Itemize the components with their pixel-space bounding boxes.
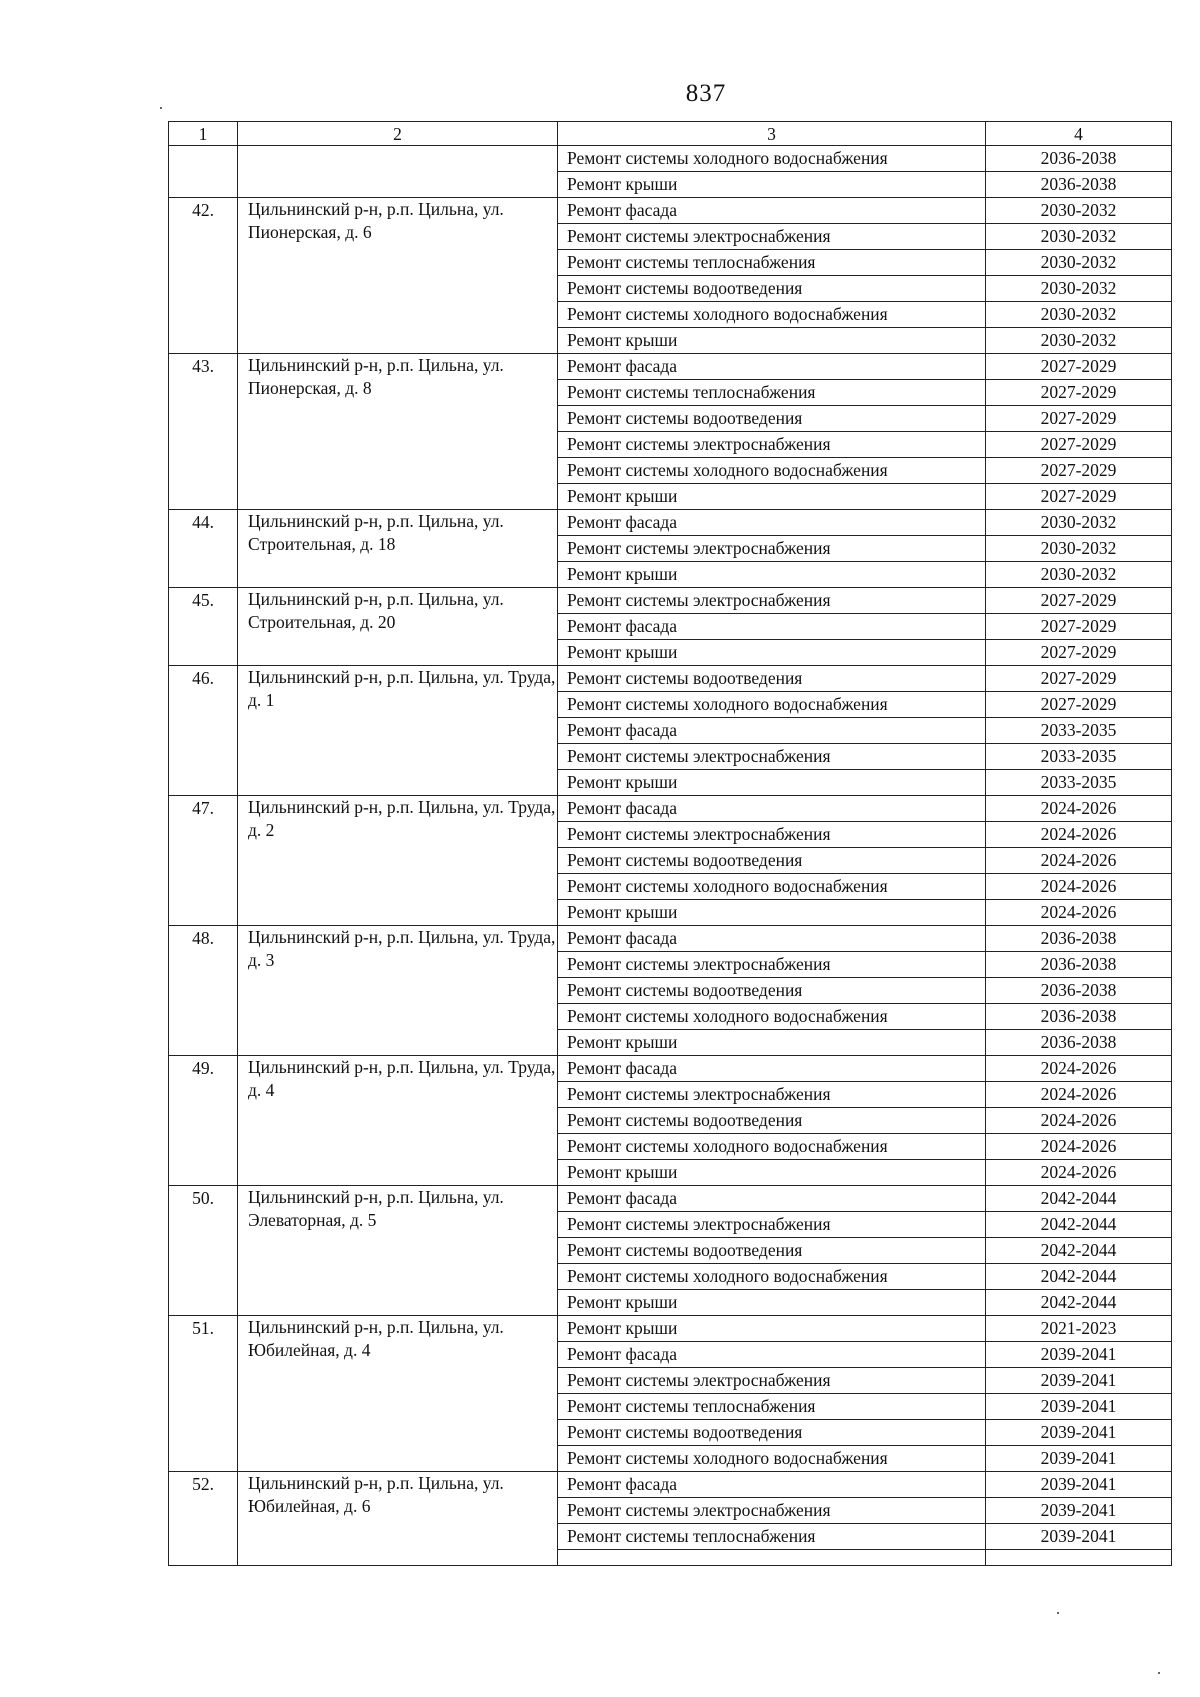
table-row xyxy=(169,198,1172,224)
address-cell: Цильнинский р-н, р.п. Цильна, ул. Пионерская, д. 8 xyxy=(238,354,558,510)
table-row xyxy=(169,1186,1172,1212)
work-type-cell: Ремонт системы водоотведения xyxy=(558,1420,986,1446)
period-cell: 2036-2038 xyxy=(986,146,1172,172)
work-type-cell: Ремонт системы водоотведения xyxy=(558,666,986,692)
work-type-cell: Ремонт системы водоотведения xyxy=(558,1108,986,1134)
period-cell: 2024-2026 xyxy=(986,822,1172,848)
period-cell: 2027-2029 xyxy=(986,666,1172,692)
period-cell: 2030-2032 xyxy=(986,328,1172,354)
work-type-cell: Ремонт крыши xyxy=(558,172,986,198)
work-type-cell: Ремонт фасада xyxy=(558,1056,986,1082)
page-number: 837 xyxy=(685,80,727,107)
period-cell: 2021-2023 xyxy=(986,1316,1172,1342)
work-type-cell: Ремонт крыши xyxy=(558,562,986,588)
header-row xyxy=(169,122,1172,146)
address-cell: Цильнинский р-н, р.п. Цильна, ул. Юбилейная, д. 4 xyxy=(238,1316,558,1472)
work-type-cell: Ремонт крыши xyxy=(558,1290,986,1316)
period-cell: 2027-2029 xyxy=(986,380,1172,406)
table-body xyxy=(169,146,1172,1566)
entry-number-cell: 51. xyxy=(169,1316,238,1472)
entry-number-cell: 46. xyxy=(169,666,238,796)
work-type-cell: Ремонт системы холодного водоснабжения xyxy=(558,1134,986,1160)
address-cell: Цильнинский р-н, р.п. Цильна, ул. Элеваторная, д. 5 xyxy=(238,1186,558,1316)
work-type-cell: Ремонт системы водоотведения xyxy=(558,1238,986,1264)
work-type-cell: Ремонт системы водоотведения xyxy=(558,848,986,874)
work-type-cell: Ремонт системы электроснабжения xyxy=(558,1498,986,1524)
period-cell: 2036-2038 xyxy=(986,1030,1172,1056)
period-cell: 2030-2032 xyxy=(986,276,1172,302)
entry-number-cell: 49. xyxy=(169,1056,238,1186)
work-type-cell: Ремонт системы электроснабжения xyxy=(558,1082,986,1108)
repair-schedule-table xyxy=(168,121,1172,1566)
entry-number-cell: 50. xyxy=(169,1186,238,1316)
period-cell: 2027-2029 xyxy=(986,432,1172,458)
period-cell: 2027-2029 xyxy=(986,484,1172,510)
work-type-cell: Ремонт системы теплоснабжения xyxy=(558,250,986,276)
period-cell: 2030-2032 xyxy=(986,562,1172,588)
work-type-cell: Ремонт системы водоотведения xyxy=(558,406,986,432)
table-row xyxy=(169,146,1172,172)
period-cell: 2030-2032 xyxy=(986,536,1172,562)
period-cell: 2036-2038 xyxy=(986,1004,1172,1030)
work-type-cell: Ремонт системы электроснабжения xyxy=(558,1212,986,1238)
table-header xyxy=(169,122,1172,146)
work-type-cell: Ремонт крыши xyxy=(558,1316,986,1342)
work-type-cell: Ремонт системы электроснабжения xyxy=(558,224,986,250)
table-row xyxy=(169,510,1172,536)
work-type-cell: Ремонт крыши xyxy=(558,1030,986,1056)
entry-number-cell: 42. xyxy=(169,198,238,354)
entry-number-cell: 47. xyxy=(169,796,238,926)
address-cell: Цильнинский р-н, р.п. Цильна, ул. Труда, д. 1 xyxy=(238,666,558,796)
entry-number-cell: 52. xyxy=(169,1472,238,1566)
header-col-4: 4 xyxy=(986,122,1172,146)
work-type-cell: Ремонт системы холодного водоснабжения xyxy=(558,1264,986,1290)
address-cell xyxy=(238,146,558,198)
work-type-cell: Ремонт фасада xyxy=(558,718,986,744)
work-type-cell: Ремонт крыши xyxy=(558,900,986,926)
period-cell: 2027-2029 xyxy=(986,614,1172,640)
period-cell: 2036-2038 xyxy=(986,952,1172,978)
entry-number-cell: 44. xyxy=(169,510,238,588)
address-cell: Цильнинский р-н, р.п. Цильна, ул. Строительная, д. 20 xyxy=(238,588,558,666)
period-cell: 2024-2026 xyxy=(986,1134,1172,1160)
period-cell: 2039-2041 xyxy=(986,1342,1172,1368)
table-row xyxy=(169,926,1172,952)
period-cell: 2036-2038 xyxy=(986,978,1172,1004)
work-type-cell: Ремонт фасада xyxy=(558,614,986,640)
period-cell: 2030-2032 xyxy=(986,250,1172,276)
period-cell-blank xyxy=(986,1550,1172,1566)
work-type-cell: Ремонт крыши xyxy=(558,770,986,796)
period-cell: 2024-2026 xyxy=(986,848,1172,874)
period-cell: 2027-2029 xyxy=(986,692,1172,718)
period-cell: 2033-2035 xyxy=(986,770,1172,796)
work-type-cell: Ремонт системы электроснабжения xyxy=(558,952,986,978)
address-cell: Цильнинский р-н, р.п. Цильна, ул. Труда, д. 3 xyxy=(238,926,558,1056)
period-cell: 2039-2041 xyxy=(986,1472,1172,1498)
period-cell: 2036-2038 xyxy=(986,926,1172,952)
address-cell: Цильнинский р-н, р.п. Цильна, ул. Юбилейная, д. 6 xyxy=(238,1472,558,1566)
table-row xyxy=(169,354,1172,380)
work-type-cell: Ремонт фасада xyxy=(558,796,986,822)
period-cell: 2039-2041 xyxy=(986,1394,1172,1420)
work-type-cell: Ремонт системы электроснабжения xyxy=(558,536,986,562)
work-type-cell: Ремонт системы теплоснабжения xyxy=(558,1524,986,1550)
address-cell: Цильнинский р-н, р.п. Цильна, ул. Строительная, д. 18 xyxy=(238,510,558,588)
work-type-cell: Ремонт системы холодного водоснабжения xyxy=(558,458,986,484)
work-type-cell: Ремонт фасада xyxy=(558,1186,986,1212)
period-cell: 2033-2035 xyxy=(986,744,1172,770)
period-cell: 2027-2029 xyxy=(986,640,1172,666)
work-type-cell: Ремонт фасада xyxy=(558,1472,986,1498)
scan-speck xyxy=(160,107,162,109)
header-col-2: 2 xyxy=(238,122,558,146)
work-type-cell: Ремонт системы холодного водоснабжения xyxy=(558,1004,986,1030)
work-type-cell: Ремонт крыши xyxy=(558,640,986,666)
work-type-cell: Ремонт системы электроснабжения xyxy=(558,744,986,770)
period-cell: 2042-2044 xyxy=(986,1212,1172,1238)
document-table-wrapper xyxy=(168,121,1172,1566)
period-cell: 2030-2032 xyxy=(986,302,1172,328)
table-row xyxy=(169,1472,1172,1498)
period-cell: 2039-2041 xyxy=(986,1524,1172,1550)
period-cell: 2030-2032 xyxy=(986,198,1172,224)
period-cell: 2042-2044 xyxy=(986,1238,1172,1264)
header-col-1: 1 xyxy=(169,122,238,146)
period-cell: 2027-2029 xyxy=(986,406,1172,432)
work-type-cell: Ремонт крыши xyxy=(558,484,986,510)
work-type-cell: Ремонт системы водоотведения xyxy=(558,978,986,1004)
work-type-cell: Ремонт системы электроснабжения xyxy=(558,588,986,614)
work-type-cell: Ремонт системы холодного водоснабжения xyxy=(558,874,986,900)
period-cell: 2024-2026 xyxy=(986,900,1172,926)
entry-number-cell: 43. xyxy=(169,354,238,510)
table-row xyxy=(169,1316,1172,1342)
entry-number-cell: 48. xyxy=(169,926,238,1056)
period-cell: 2039-2041 xyxy=(986,1420,1172,1446)
table-row xyxy=(169,1056,1172,1082)
address-cell: Цильнинский р-н, р.п. Цильна, ул. Пионерская, д. 6 xyxy=(238,198,558,354)
period-cell: 2036-2038 xyxy=(986,172,1172,198)
scan-speck xyxy=(1158,1672,1160,1674)
work-type-cell: Ремонт крыши xyxy=(558,328,986,354)
period-cell: 2024-2026 xyxy=(986,1160,1172,1186)
address-cell: Цильнинский р-н, р.п. Цильна, ул. Труда, д. 4 xyxy=(238,1056,558,1186)
work-type-cell: Ремонт системы теплоснабжения xyxy=(558,1394,986,1420)
work-type-cell: Ремонт системы электроснабжения xyxy=(558,822,986,848)
table-row xyxy=(169,796,1172,822)
period-cell: 2042-2044 xyxy=(986,1186,1172,1212)
work-type-cell: Ремонт системы теплоснабжения xyxy=(558,380,986,406)
header-col-3: 3 xyxy=(558,122,986,146)
work-type-cell: Ремонт системы холодного водоснабжения xyxy=(558,302,986,328)
period-cell: 2042-2044 xyxy=(986,1290,1172,1316)
work-type-cell: Ремонт системы холодного водоснабжения xyxy=(558,1446,986,1472)
period-cell: 2039-2041 xyxy=(986,1446,1172,1472)
period-cell: 2027-2029 xyxy=(986,458,1172,484)
period-cell: 2024-2026 xyxy=(986,1056,1172,1082)
work-type-cell: Ремонт системы электроснабжения xyxy=(558,1368,986,1394)
work-type-cell: Ремонт фасада xyxy=(558,198,986,224)
work-type-cell: Ремонт крыши xyxy=(558,1160,986,1186)
period-cell: 2030-2032 xyxy=(986,224,1172,250)
work-type-cell-blank xyxy=(558,1550,986,1566)
work-type-cell: Ремонт системы водоотведения xyxy=(558,276,986,302)
period-cell: 2024-2026 xyxy=(986,1108,1172,1134)
period-cell: 2042-2044 xyxy=(986,1264,1172,1290)
period-cell: 2039-2041 xyxy=(986,1368,1172,1394)
period-cell: 2027-2029 xyxy=(986,588,1172,614)
period-cell: 2024-2026 xyxy=(986,874,1172,900)
table-row xyxy=(169,666,1172,692)
entry-number-cell xyxy=(169,146,238,198)
work-type-cell: Ремонт фасада xyxy=(558,926,986,952)
table-row xyxy=(169,588,1172,614)
period-cell: 2024-2026 xyxy=(986,796,1172,822)
address-cell: Цильнинский р-н, р.п. Цильна, ул. Труда, д. 2 xyxy=(238,796,558,926)
entry-number-cell: 45. xyxy=(169,588,238,666)
period-cell: 2039-2041 xyxy=(986,1498,1172,1524)
scan-speck xyxy=(1057,1612,1059,1614)
work-type-cell: Ремонт фасада xyxy=(558,1342,986,1368)
period-cell: 2027-2029 xyxy=(986,354,1172,380)
period-cell: 2024-2026 xyxy=(986,1082,1172,1108)
work-type-cell: Ремонт фасада xyxy=(558,510,986,536)
period-cell: 2030-2032 xyxy=(986,510,1172,536)
work-type-cell: Ремонт системы холодного водоснабжения xyxy=(558,146,986,172)
work-type-cell: Ремонт системы холодного водоснабжения xyxy=(558,692,986,718)
period-cell: 2033-2035 xyxy=(986,718,1172,744)
work-type-cell: Ремонт фасада xyxy=(558,354,986,380)
work-type-cell: Ремонт системы электроснабжения xyxy=(558,432,986,458)
